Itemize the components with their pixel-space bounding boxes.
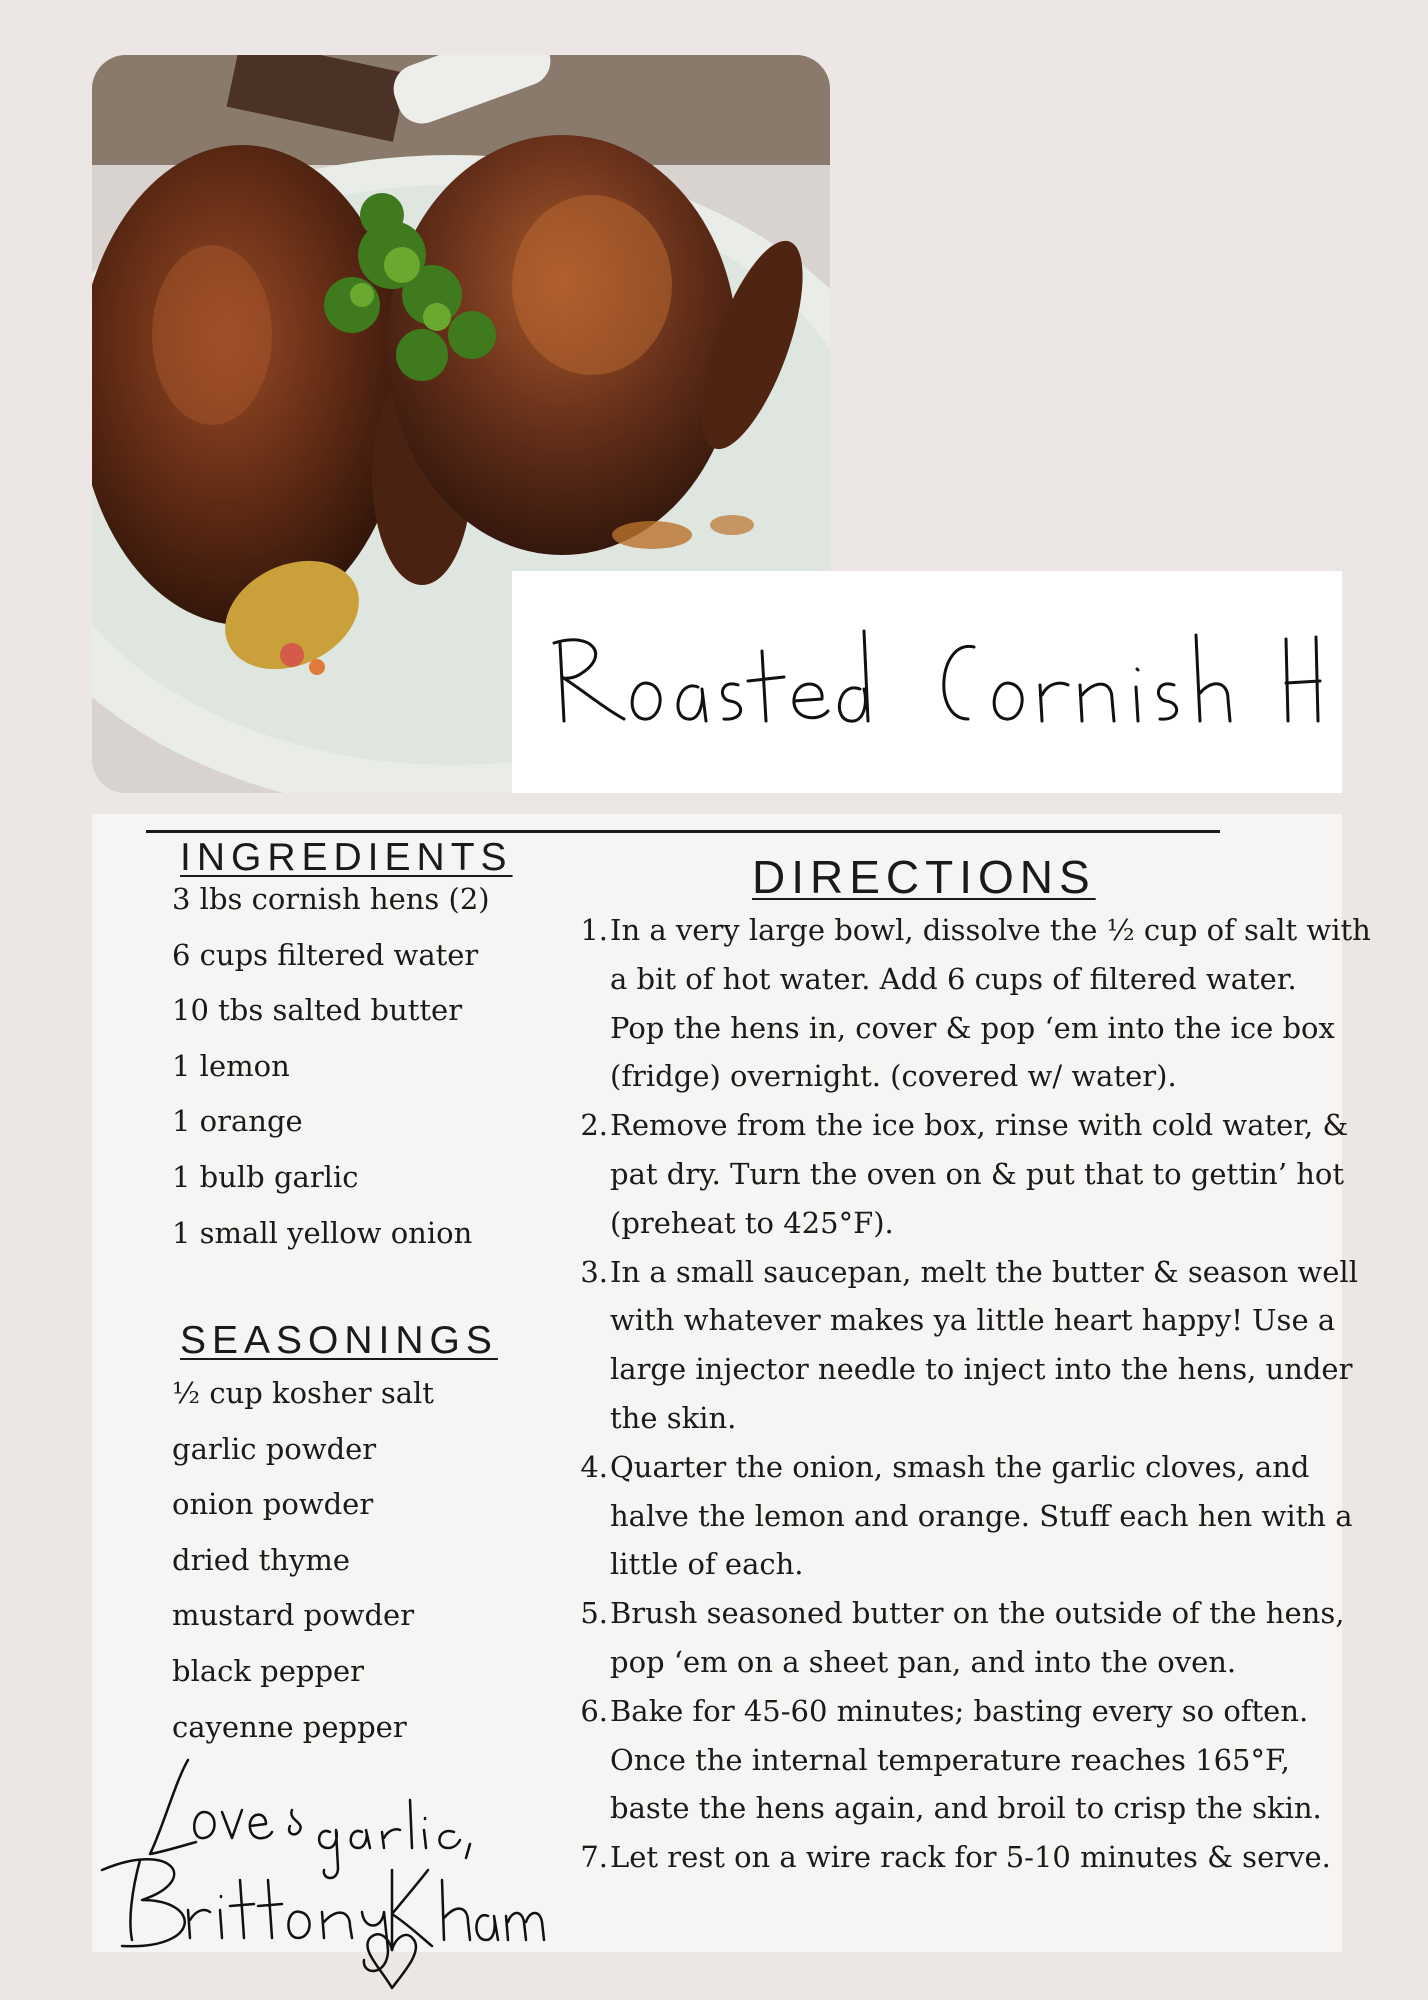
list-item: black pepper [172, 1653, 365, 1688]
direction-step [570, 955, 1400, 1004]
list-item: onion powder [172, 1487, 374, 1522]
step-line: In a very large bowl, dissolve the ½ cup of salt with [610, 913, 1371, 947]
ingredients-list [172, 872, 490, 1261]
step-line: In a small saucepan, melt the butter & season well [610, 1254, 1358, 1289]
direction-step [570, 1150, 1400, 1199]
list-item: mustard powder [172, 1598, 415, 1633]
step-line: Once the internal temperature reaches 165°F, [610, 1742, 1290, 1777]
step-line: pat dry. Turn the oven on & put that to gettin’ hot [610, 1156, 1345, 1191]
step-line: baste the hens again, and broil to crisp the skin. [610, 1791, 1322, 1826]
seasonings-heading: SEASONINGS [180, 1319, 498, 1362]
list-item: 1 bulb garlic [172, 1159, 359, 1194]
step-line: Brush seasoned butter on the outside of the hens, [610, 1596, 1345, 1631]
direction-step [570, 1004, 1400, 1053]
seasonings-list [172, 1366, 434, 1755]
step-line: Quarter the onion, smash the garlic cloves, and [610, 1449, 1310, 1484]
direction-step [570, 1345, 1400, 1394]
step-line: pop ‘em on a sheet pan, and into the oven. [610, 1644, 1237, 1679]
step-number: 3. [580, 1254, 608, 1289]
list-item: 6 cups filtered water [172, 937, 479, 972]
list-item: 1 lemon [172, 1048, 290, 1083]
list-item: 1 orange [172, 1104, 303, 1139]
step-line: a bit of hot water. Add 6 cups of filtered water. [610, 961, 1297, 996]
step-line: little of each. [610, 1547, 804, 1582]
step-number: 5. [580, 1596, 608, 1631]
direction-step [570, 1248, 1400, 1297]
list-item: ½ cup kosher salt [172, 1376, 434, 1410]
step-line: Remove from the ice box, rinse with cold water, & [610, 1108, 1349, 1143]
direction-step [570, 906, 1400, 955]
direction-step [570, 1443, 1400, 1492]
step-number: 4. [580, 1449, 608, 1484]
step-line: the skin. [610, 1400, 737, 1435]
direction-step [570, 1736, 1400, 1785]
list-item: 1 small yellow onion [172, 1215, 473, 1250]
step-line: halve the lemon and orange. Stuff each hen with a [610, 1498, 1353, 1533]
step-line: Bake for 45-60 minutes; basting every so often. [610, 1693, 1309, 1728]
step-line: (fridge) overnight. (covered w/ water). [610, 1059, 1177, 1094]
direction-step [570, 1833, 1400, 1882]
step-line: Let rest on a wire rack for 5-10 minutes & serve. [610, 1840, 1331, 1875]
step-line: Pop the hens in, cover & pop ‘em into the ice box [610, 1010, 1335, 1045]
directions-list [570, 906, 1400, 1882]
step-line: large injector needle to inject into the hens, under [610, 1352, 1353, 1387]
direction-step [570, 1589, 1400, 1638]
step-line: (preheat to 425°F). [610, 1205, 894, 1240]
direction-step [570, 1492, 1400, 1541]
directions-heading: DIRECTIONS [752, 851, 1096, 903]
direction-step [570, 1638, 1400, 1687]
direction-step [570, 1199, 1400, 1248]
list-item: dried thyme [172, 1542, 351, 1577]
direction-step [570, 1687, 1400, 1736]
list-item: 10 tbs salted butter [172, 993, 463, 1028]
step-number: 6. [580, 1693, 608, 1728]
ingredients-heading: INGREDIENTS [180, 836, 513, 879]
list-item: cayenne pepper [172, 1709, 407, 1744]
direction-step [570, 1052, 1400, 1101]
list-item: garlic powder [172, 1431, 377, 1466]
handwritten-signature [92, 1750, 552, 1990]
direction-step [570, 1101, 1400, 1150]
direction-step [570, 1540, 1400, 1589]
step-number: 2. [580, 1108, 608, 1143]
direction-step [570, 1296, 1400, 1345]
direction-step [570, 1784, 1400, 1833]
recipe-title [552, 609, 1312, 759]
title-card [512, 571, 1342, 793]
list-item: 3 lbs cornish hens (2) [172, 882, 490, 916]
step-line: with whatever makes ya little heart happy! Use a [610, 1303, 1336, 1338]
top-divider [146, 830, 1220, 833]
step-number: 7. [580, 1840, 608, 1875]
direction-step [570, 1394, 1400, 1443]
step-number: 1. [580, 913, 608, 947]
